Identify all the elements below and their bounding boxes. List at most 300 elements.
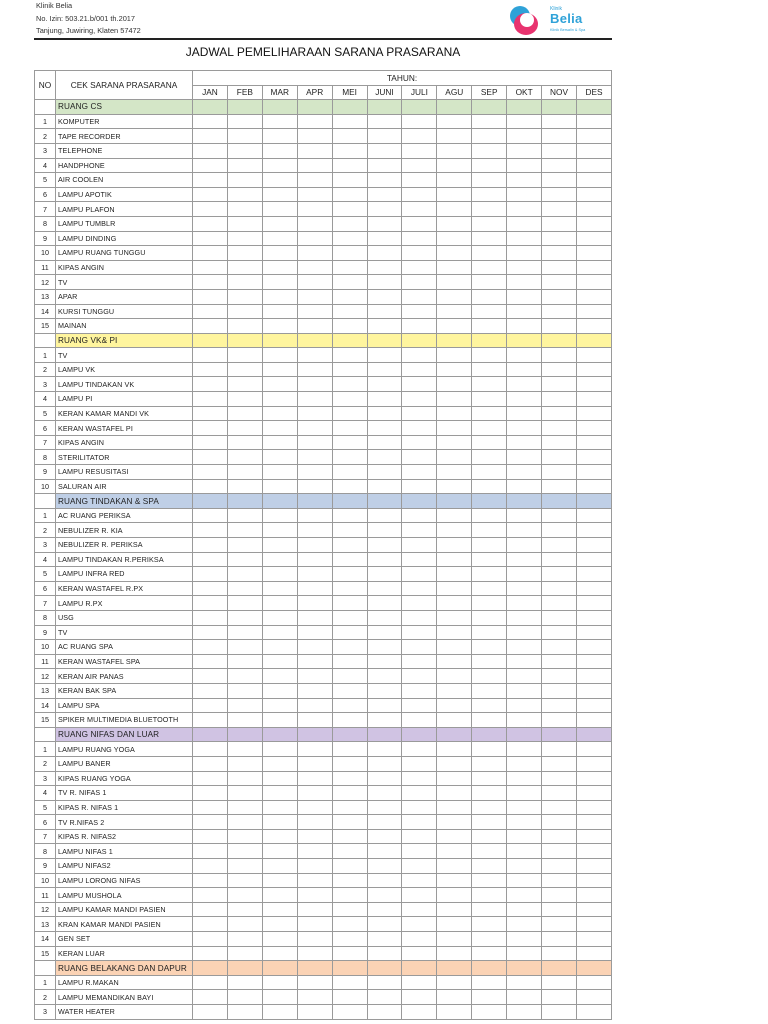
month-check-cell: [297, 596, 332, 611]
table-row: [35, 406, 612, 421]
month-check-cell: [437, 859, 472, 874]
permit-number: No. Izin: 503.21.b/001 th.2017: [36, 13, 136, 23]
month-check-cell: [472, 216, 507, 231]
section-month-cell: [402, 961, 437, 976]
month-check-cell: [437, 246, 472, 261]
row-number: 9: [35, 859, 56, 874]
table-row: [35, 231, 612, 246]
month-check-cell: [576, 392, 611, 407]
month-check-cell: [576, 800, 611, 815]
row-number: 8: [35, 844, 56, 859]
month-check-cell: [507, 187, 542, 202]
month-check-cell: [297, 173, 332, 188]
month-check-cell: [472, 815, 507, 830]
table-row: [35, 610, 612, 625]
col-item-header: CEK SARANA PRASARANA: [56, 71, 193, 100]
month-check-cell: [262, 713, 297, 728]
month-check-cell: [472, 508, 507, 523]
month-check-cell: [437, 392, 472, 407]
month-check-cell: [576, 859, 611, 874]
month-check-cell: [227, 508, 262, 523]
month-check-cell: [262, 1005, 297, 1020]
month-check-cell: [507, 1005, 542, 1020]
month-check-cell: [402, 421, 437, 436]
row-number: 4: [35, 786, 56, 801]
month-check-cell: [507, 260, 542, 275]
header-divider: [34, 38, 612, 40]
month-check-cell: [332, 143, 367, 158]
month-header: JULI: [402, 85, 437, 100]
month-check-cell: [437, 786, 472, 801]
month-check-cell: [402, 610, 437, 625]
month-check-cell: [507, 859, 542, 874]
month-check-cell: [227, 479, 262, 494]
month-check-cell: [437, 815, 472, 830]
month-check-cell: [472, 479, 507, 494]
item-name: LAMPU R.PX: [56, 596, 193, 611]
month-check-cell: [297, 406, 332, 421]
month-check-cell: [193, 917, 228, 932]
month-check-cell: [367, 975, 402, 990]
row-number: 11: [35, 260, 56, 275]
month-check-cell: [297, 567, 332, 582]
month-check-cell: [576, 698, 611, 713]
year-header: TAHUN:: [193, 71, 612, 86]
month-check-cell: [297, 683, 332, 698]
row-number: 12: [35, 902, 56, 917]
row-number: 15: [35, 946, 56, 961]
section-month-cell: [507, 961, 542, 976]
section-month-cell: [542, 100, 577, 115]
month-check-cell: [402, 319, 437, 334]
month-check-cell: [542, 1005, 577, 1020]
month-check-cell: [507, 216, 542, 231]
month-check-cell: [367, 932, 402, 947]
month-check-cell: [332, 348, 367, 363]
month-check-cell: [332, 523, 367, 538]
month-check-cell: [402, 771, 437, 786]
month-check-cell: [227, 231, 262, 246]
month-check-cell: [507, 756, 542, 771]
section-month-cell: [576, 100, 611, 115]
row-number: 3: [35, 143, 56, 158]
month-check-cell: [507, 421, 542, 436]
row-number: 5: [35, 800, 56, 815]
month-check-cell: [193, 450, 228, 465]
table-row: [35, 800, 612, 815]
month-check-cell: [402, 173, 437, 188]
month-check-cell: [297, 946, 332, 961]
month-check-cell: [262, 771, 297, 786]
section-month-cell: [193, 100, 228, 115]
month-check-cell: [507, 786, 542, 801]
month-check-cell: [332, 289, 367, 304]
item-name: KERAN KAMAR MANDI VK: [56, 406, 193, 421]
month-check-cell: [332, 800, 367, 815]
month-check-cell: [437, 975, 472, 990]
month-check-cell: [542, 114, 577, 129]
month-check-cell: [297, 304, 332, 319]
item-name: TELEPHONE: [56, 143, 193, 158]
month-check-cell: [262, 625, 297, 640]
section-month-cell: [227, 333, 262, 348]
row-number: 11: [35, 888, 56, 903]
row-number: 1: [35, 348, 56, 363]
month-check-cell: [262, 640, 297, 655]
month-check-cell: [332, 435, 367, 450]
month-check-cell: [227, 756, 262, 771]
table-row: [35, 289, 612, 304]
month-check-cell: [227, 173, 262, 188]
month-check-cell: [507, 129, 542, 144]
table-row: [35, 844, 612, 859]
month-check-cell: [297, 392, 332, 407]
month-check-cell: [437, 902, 472, 917]
section-month-cell: [227, 494, 262, 509]
month-check-cell: [262, 158, 297, 173]
month-check-cell: [332, 786, 367, 801]
month-check-cell: [367, 756, 402, 771]
month-check-cell: [193, 713, 228, 728]
item-name: KERAN AIR PANAS: [56, 669, 193, 684]
month-check-cell: [437, 114, 472, 129]
month-check-cell: [402, 538, 437, 553]
month-check-cell: [402, 888, 437, 903]
month-check-cell: [297, 362, 332, 377]
item-name: LAMPU RUANG TUNGGU: [56, 246, 193, 261]
month-check-cell: [193, 683, 228, 698]
section-title: RUANG TINDAKAN & SPA: [56, 494, 193, 509]
item-name: TV R. NIFAS 1: [56, 786, 193, 801]
month-check-cell: [542, 902, 577, 917]
month-check-cell: [227, 450, 262, 465]
item-name: TV: [56, 625, 193, 640]
section-month-cell: [332, 100, 367, 115]
month-check-cell: [297, 756, 332, 771]
month-check-cell: [507, 538, 542, 553]
month-check-cell: [193, 946, 228, 961]
month-header: MAR: [262, 85, 297, 100]
item-name: TV: [56, 275, 193, 290]
month-check-cell: [193, 158, 228, 173]
month-check-cell: [542, 669, 577, 684]
month-check-cell: [227, 975, 262, 990]
month-check-cell: [437, 173, 472, 188]
month-check-cell: [297, 187, 332, 202]
month-check-cell: [576, 187, 611, 202]
month-check-cell: [507, 465, 542, 480]
month-check-cell: [402, 158, 437, 173]
month-check-cell: [402, 450, 437, 465]
table-row: [35, 421, 612, 436]
month-check-cell: [367, 844, 402, 859]
item-name: APAR: [56, 289, 193, 304]
month-check-cell: [437, 538, 472, 553]
section-title: RUANG VK& PI: [56, 333, 193, 348]
section-month-cell: [262, 333, 297, 348]
month-check-cell: [576, 421, 611, 436]
month-check-cell: [576, 844, 611, 859]
month-check-cell: [437, 771, 472, 786]
month-check-cell: [402, 129, 437, 144]
month-check-cell: [472, 114, 507, 129]
month-check-cell: [367, 129, 402, 144]
month-check-cell: [262, 567, 297, 582]
month-check-cell: [402, 362, 437, 377]
month-check-cell: [437, 640, 472, 655]
month-check-cell: [227, 392, 262, 407]
section-month-cell: [332, 494, 367, 509]
month-header: OKT: [507, 85, 542, 100]
month-check-cell: [402, 902, 437, 917]
month-check-cell: [402, 304, 437, 319]
month-check-cell: [227, 362, 262, 377]
section-month-cell: [576, 494, 611, 509]
month-check-cell: [227, 990, 262, 1005]
month-check-cell: [507, 581, 542, 596]
month-check-cell: [542, 348, 577, 363]
table-row: [35, 902, 612, 917]
month-header: FEB: [227, 85, 262, 100]
table-row: [35, 319, 612, 334]
month-check-cell: [402, 114, 437, 129]
month-check-cell: [262, 304, 297, 319]
month-check-cell: [367, 158, 402, 173]
month-check-cell: [227, 786, 262, 801]
month-check-cell: [437, 216, 472, 231]
month-check-cell: [472, 756, 507, 771]
month-check-cell: [542, 640, 577, 655]
month-check-cell: [297, 669, 332, 684]
item-name: LAMPU PLAFON: [56, 202, 193, 217]
month-check-cell: [576, 786, 611, 801]
month-check-cell: [262, 932, 297, 947]
month-check-cell: [542, 362, 577, 377]
month-check-cell: [507, 596, 542, 611]
month-check-cell: [262, 508, 297, 523]
item-name: LAMPU MUSHOLA: [56, 888, 193, 903]
item-name: KERAN WASTAFEL R.PX: [56, 581, 193, 596]
section-number-cell: [35, 100, 56, 115]
month-check-cell: [472, 538, 507, 553]
section-month-cell: [297, 333, 332, 348]
row-number: 7: [35, 829, 56, 844]
month-check-cell: [367, 187, 402, 202]
month-check-cell: [507, 304, 542, 319]
month-check-cell: [367, 435, 402, 450]
month-header: APR: [297, 85, 332, 100]
month-check-cell: [576, 669, 611, 684]
item-name: KERAN LUAR: [56, 946, 193, 961]
month-check-cell: [542, 800, 577, 815]
month-check-cell: [193, 246, 228, 261]
month-check-cell: [262, 902, 297, 917]
month-check-cell: [576, 625, 611, 640]
month-check-cell: [402, 800, 437, 815]
table-row: [35, 508, 612, 523]
row-number: 14: [35, 698, 56, 713]
month-check-cell: [227, 625, 262, 640]
item-name: TV: [56, 348, 193, 363]
month-check-cell: [576, 319, 611, 334]
month-check-cell: [367, 362, 402, 377]
month-check-cell: [193, 435, 228, 450]
month-check-cell: [227, 596, 262, 611]
month-check-cell: [542, 479, 577, 494]
month-check-cell: [367, 173, 402, 188]
month-check-cell: [402, 946, 437, 961]
month-check-cell: [542, 698, 577, 713]
month-check-cell: [332, 216, 367, 231]
month-check-cell: [332, 756, 367, 771]
month-check-cell: [227, 829, 262, 844]
month-check-cell: [437, 669, 472, 684]
section-month-cell: [542, 727, 577, 742]
month-check-cell: [472, 990, 507, 1005]
month-check-cell: [507, 552, 542, 567]
month-check-cell: [542, 450, 577, 465]
month-check-cell: [332, 946, 367, 961]
month-check-cell: [542, 173, 577, 188]
row-number: 11: [35, 654, 56, 669]
month-check-cell: [437, 260, 472, 275]
month-check-cell: [576, 246, 611, 261]
row-number: 2: [35, 129, 56, 144]
month-check-cell: [402, 406, 437, 421]
item-name: SPIKER MULTIMEDIA BLUETOOTH: [56, 713, 193, 728]
month-check-cell: [297, 815, 332, 830]
month-check-cell: [576, 348, 611, 363]
month-check-cell: [402, 683, 437, 698]
item-name: LAMPU INFRA RED: [56, 567, 193, 582]
month-check-cell: [437, 187, 472, 202]
month-check-cell: [507, 479, 542, 494]
month-check-cell: [227, 902, 262, 917]
month-check-cell: [472, 829, 507, 844]
month-check-cell: [262, 873, 297, 888]
month-check-cell: [262, 946, 297, 961]
month-check-cell: [367, 508, 402, 523]
month-check-cell: [437, 377, 472, 392]
section-month-cell: [193, 727, 228, 742]
month-check-cell: [542, 932, 577, 947]
month-check-cell: [576, 158, 611, 173]
month-check-cell: [402, 567, 437, 582]
table-row: [35, 742, 612, 757]
row-number: 10: [35, 479, 56, 494]
month-check-cell: [193, 756, 228, 771]
month-check-cell: [297, 625, 332, 640]
month-check-cell: [437, 129, 472, 144]
logo-tagline: Klinik Bersalin & Spa: [550, 28, 586, 32]
month-check-cell: [576, 202, 611, 217]
month-check-cell: [297, 610, 332, 625]
month-check-cell: [367, 567, 402, 582]
month-check-cell: [193, 625, 228, 640]
logo-small-text: Klinik: [550, 6, 562, 12]
month-check-cell: [297, 435, 332, 450]
table-header-row-1: [35, 71, 612, 86]
month-check-cell: [507, 771, 542, 786]
month-check-cell: [297, 975, 332, 990]
item-name: KIPAS R. NIFAS 1: [56, 800, 193, 815]
month-check-cell: [542, 829, 577, 844]
clinic-address: Tanjung, Juwiring, Klaten 57472: [36, 26, 141, 35]
month-check-cell: [576, 362, 611, 377]
month-check-cell: [472, 902, 507, 917]
table-row: [35, 640, 612, 655]
month-check-cell: [193, 129, 228, 144]
month-check-cell: [472, 231, 507, 246]
item-name: NEBULIZER R. PERIKSA: [56, 538, 193, 553]
table-row: [35, 1005, 612, 1020]
month-check-cell: [402, 479, 437, 494]
month-check-cell: [297, 698, 332, 713]
month-check-cell: [332, 552, 367, 567]
month-check-cell: [437, 596, 472, 611]
table-row: [35, 450, 612, 465]
section-month-cell: [367, 333, 402, 348]
month-check-cell: [193, 698, 228, 713]
month-check-cell: [542, 873, 577, 888]
month-check-cell: [332, 975, 367, 990]
item-name: KIPAS ANGIN: [56, 435, 193, 450]
month-check-cell: [193, 1005, 228, 1020]
section-number-cell: [35, 333, 56, 348]
month-check-cell: [297, 640, 332, 655]
month-check-cell: [472, 844, 507, 859]
month-check-cell: [542, 304, 577, 319]
month-check-cell: [507, 377, 542, 392]
month-check-cell: [297, 538, 332, 553]
month-check-cell: [402, 873, 437, 888]
month-check-cell: [367, 465, 402, 480]
month-check-cell: [507, 435, 542, 450]
month-check-cell: [297, 859, 332, 874]
table-row: [35, 479, 612, 494]
month-check-cell: [472, 406, 507, 421]
section-month-cell: [402, 494, 437, 509]
month-check-cell: [367, 1005, 402, 1020]
month-check-cell: [437, 202, 472, 217]
month-check-cell: [193, 873, 228, 888]
month-check-cell: [507, 698, 542, 713]
month-check-cell: [437, 946, 472, 961]
month-check-cell: [402, 1005, 437, 1020]
table-row: [35, 888, 612, 903]
month-check-cell: [193, 610, 228, 625]
month-check-cell: [402, 435, 437, 450]
row-number: 1: [35, 114, 56, 129]
month-check-cell: [507, 742, 542, 757]
month-check-cell: [227, 932, 262, 947]
month-check-cell: [402, 917, 437, 932]
month-check-cell: [507, 815, 542, 830]
clinic-header-info: [36, 0, 141, 38]
month-check-cell: [507, 143, 542, 158]
month-check-cell: [507, 567, 542, 582]
month-check-cell: [576, 450, 611, 465]
month-check-cell: [227, 742, 262, 757]
month-check-cell: [576, 435, 611, 450]
month-check-cell: [472, 1005, 507, 1020]
month-check-cell: [297, 450, 332, 465]
month-check-cell: [472, 392, 507, 407]
month-check-cell: [297, 289, 332, 304]
month-check-cell: [262, 129, 297, 144]
month-check-cell: [542, 567, 577, 582]
month-check-cell: [332, 859, 367, 874]
